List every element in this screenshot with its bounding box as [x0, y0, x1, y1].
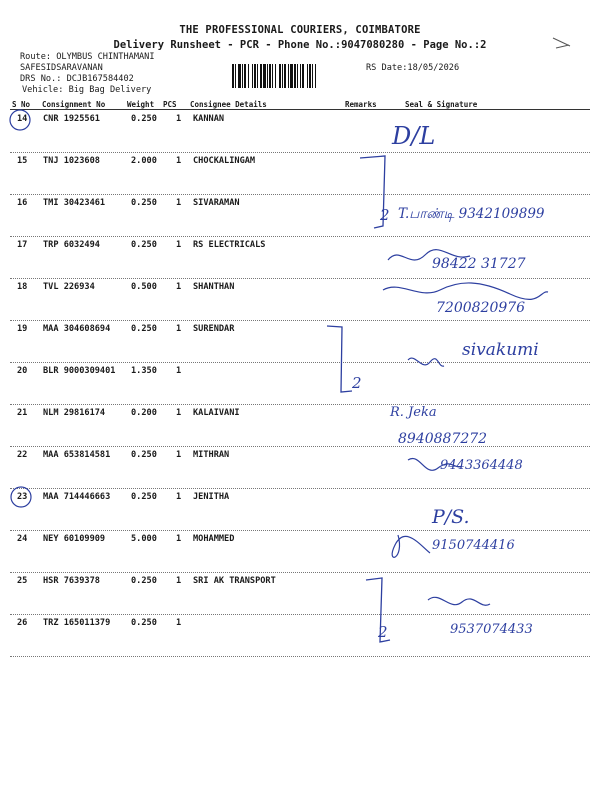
barcode-bar — [272, 64, 273, 88]
barcode-bar — [300, 64, 301, 88]
hand-mark-2: 2 — [378, 623, 388, 641]
row-sno: 19 — [17, 324, 28, 334]
row-sno: 17 — [17, 240, 28, 250]
row-sno: 15 — [17, 156, 28, 166]
row-consignee: KANNAN — [193, 114, 225, 124]
row-weight: 0.250 — [131, 450, 157, 460]
barcode-bar — [242, 64, 243, 88]
row-pcs: 1 — [176, 534, 182, 544]
row-weight: 0.250 — [131, 114, 157, 124]
row-weight: 0.250 — [131, 240, 157, 250]
header-divider — [10, 109, 590, 110]
row-consignment: MAA 304608694 — [43, 324, 111, 334]
col-consignee: Consignee Details — [190, 100, 267, 109]
hand-mark-2: 2 — [380, 206, 390, 224]
table-row — [0, 576, 600, 618]
col-remarks: Remarks — [345, 100, 377, 109]
row-divider — [10, 278, 590, 279]
row-divider — [10, 656, 590, 657]
row-consignment: NLM 29816174 — [43, 408, 106, 418]
hand-t-number: T.பாண்டி 9342109899 — [398, 206, 545, 222]
row-consignment: NEY 60109909 — [43, 534, 106, 544]
row-pcs: 1 — [176, 198, 182, 208]
row-weight: 0.250 — [131, 576, 157, 586]
row-sno: 26 — [17, 618, 28, 628]
row-sno: 21 — [17, 408, 28, 418]
row-sno: 25 — [17, 576, 28, 586]
barcode-bar — [288, 64, 289, 88]
row-consignee: CHOCKALINGAM — [193, 156, 256, 166]
table-row — [0, 366, 600, 408]
barcode-bar — [309, 64, 311, 88]
staff-name: SAFESIDSARAVANAN — [20, 63, 103, 73]
barcode-bar — [267, 64, 268, 88]
barcode-bar — [244, 64, 246, 88]
barcode-bar — [235, 64, 236, 88]
hand-mark-2: 2 — [352, 374, 362, 392]
barcode-bar — [282, 64, 283, 88]
barcode-bar — [315, 64, 316, 88]
row-divider — [10, 236, 590, 237]
row-consignee: KALAIVANI — [193, 408, 240, 418]
row-consignee: MITHRAN — [193, 450, 230, 460]
hand-ps: P/S. — [432, 506, 470, 528]
hand-r24-number: 9150744416 — [432, 538, 515, 553]
barcode-bar — [232, 64, 234, 88]
row-sno: 18 — [17, 282, 28, 292]
row-consignment: CNR 1925561 — [43, 114, 100, 124]
row-consignment: TMI 30423461 — [43, 198, 106, 208]
row-sno: 24 — [17, 534, 28, 544]
row-sno: 20 — [17, 366, 28, 376]
row-pcs: 1 — [176, 156, 182, 166]
barcode-bar — [254, 64, 256, 88]
hand-r17-number: 98422 31727 — [432, 256, 526, 272]
row-pcs: 1 — [176, 576, 182, 586]
row-pcs: 1 — [176, 114, 182, 124]
barcode-bar — [275, 64, 276, 88]
barcode-image — [232, 64, 360, 88]
row-consignment: HSR 7639378 — [43, 576, 100, 586]
route-label: Route: OLYMBUS CHINTHAMANI — [20, 52, 155, 62]
row-pcs: 1 — [176, 492, 182, 502]
row-divider — [10, 530, 590, 531]
barcode-bar — [238, 64, 241, 88]
row-consignment: TRP 6032494 — [43, 240, 100, 250]
row-sno: 14 — [17, 114, 28, 124]
hand-r22-number: 9443364448 — [440, 458, 523, 473]
row-divider — [10, 572, 590, 573]
row-consignment: TRZ 165011379 — [43, 618, 111, 628]
col-sno: S No — [12, 100, 31, 109]
row-pcs: 1 — [176, 324, 182, 334]
hand-r26-number: 9537074433 — [450, 622, 533, 637]
company-title: THE PROFESSIONAL COURIERS, COIMBATORE — [179, 24, 421, 36]
row-weight: 2.000 — [131, 156, 157, 166]
row-pcs: 1 — [176, 240, 182, 250]
barcode-bar — [302, 64, 304, 88]
row-divider — [10, 152, 590, 153]
row-divider — [10, 488, 590, 489]
row-pcs: 1 — [176, 282, 182, 292]
row-divider — [10, 614, 590, 615]
row-sno: 22 — [17, 450, 28, 460]
rs-date: RS Date:18/05/2026 — [366, 63, 460, 73]
row-divider — [10, 404, 590, 405]
row-weight: 5.000 — [131, 534, 157, 544]
barcode-bar — [284, 64, 286, 88]
barcode-bar — [294, 64, 296, 88]
row-pcs: 1 — [176, 450, 182, 460]
barcode-bar — [307, 64, 308, 88]
hand-dl: D/L — [392, 122, 436, 150]
row-consignment: TNJ 1023608 — [43, 156, 100, 166]
col-weight: Weight — [127, 100, 155, 109]
vehicle-label: Vehicle: Big Bag Delivery — [22, 85, 152, 95]
row-divider — [10, 320, 590, 321]
row-weight: 0.200 — [131, 408, 157, 418]
row-consignee: SHANTHAN — [193, 282, 235, 292]
row-divider — [10, 362, 590, 363]
barcode-bar — [257, 64, 258, 88]
row-consignee: MOHAMMED — [193, 534, 235, 544]
hand-r20-sign: sivakumi — [462, 340, 539, 360]
row-consignee: SIVARAMAN — [193, 198, 240, 208]
row-divider — [10, 446, 590, 447]
row-sno: 23 — [17, 492, 28, 502]
row-consignment: BLR 9000309401 — [43, 366, 116, 376]
row-sno: 16 — [17, 198, 28, 208]
row-weight: 0.250 — [131, 492, 157, 502]
col-consignment: Consignment No — [42, 100, 106, 109]
table-row — [0, 156, 600, 198]
barcode-bar — [279, 64, 281, 88]
drs-number: DRS No.: DCJB167584402 — [20, 74, 134, 84]
barcode-bar — [312, 64, 313, 88]
barcode-bar — [290, 64, 293, 88]
row-pcs: 1 — [176, 408, 182, 418]
row-consignee: SURENDAR — [193, 324, 235, 334]
runsheet-subtitle: Delivery Runsheet - PCR - Phone No.:9047080280 - Page No.:2 — [113, 39, 487, 51]
row-divider — [10, 194, 590, 195]
row-weight: 0.250 — [131, 198, 157, 208]
row-pcs: 1 — [176, 366, 182, 376]
table-row — [0, 492, 600, 534]
col-seal-signature: Seal & Signature — [405, 100, 478, 109]
col-pcs: PCS — [163, 100, 177, 109]
row-weight: 1.350 — [131, 366, 157, 376]
row-pcs: 1 — [176, 618, 182, 628]
hand-r21-number: 8940887272 — [398, 431, 488, 447]
row-consignment: MAA 714446663 — [43, 492, 111, 502]
row-consignment: TVL 226934 — [43, 282, 95, 292]
barcode-bar — [260, 64, 262, 88]
row-weight: 0.250 — [131, 618, 157, 628]
row-weight: 0.250 — [131, 324, 157, 334]
barcode-bar — [252, 64, 253, 88]
hand-r21-name: R. Jeka — [390, 405, 437, 420]
row-consignee: RS ELECTRICALS — [193, 240, 266, 250]
hand-r18-number: 7200820976 — [436, 300, 526, 316]
table-row — [0, 408, 600, 450]
row-consignment: MAA 653814581 — [43, 450, 111, 460]
barcode-bar — [248, 64, 249, 88]
row-consignee: JENITHA — [193, 492, 230, 502]
barcode-bar — [263, 64, 266, 88]
barcode-bar — [269, 64, 271, 88]
table-row — [0, 114, 600, 156]
row-consignee: SRI AK TRANSPORT — [193, 576, 276, 586]
row-weight: 0.500 — [131, 282, 157, 292]
barcode-bar — [297, 64, 298, 88]
